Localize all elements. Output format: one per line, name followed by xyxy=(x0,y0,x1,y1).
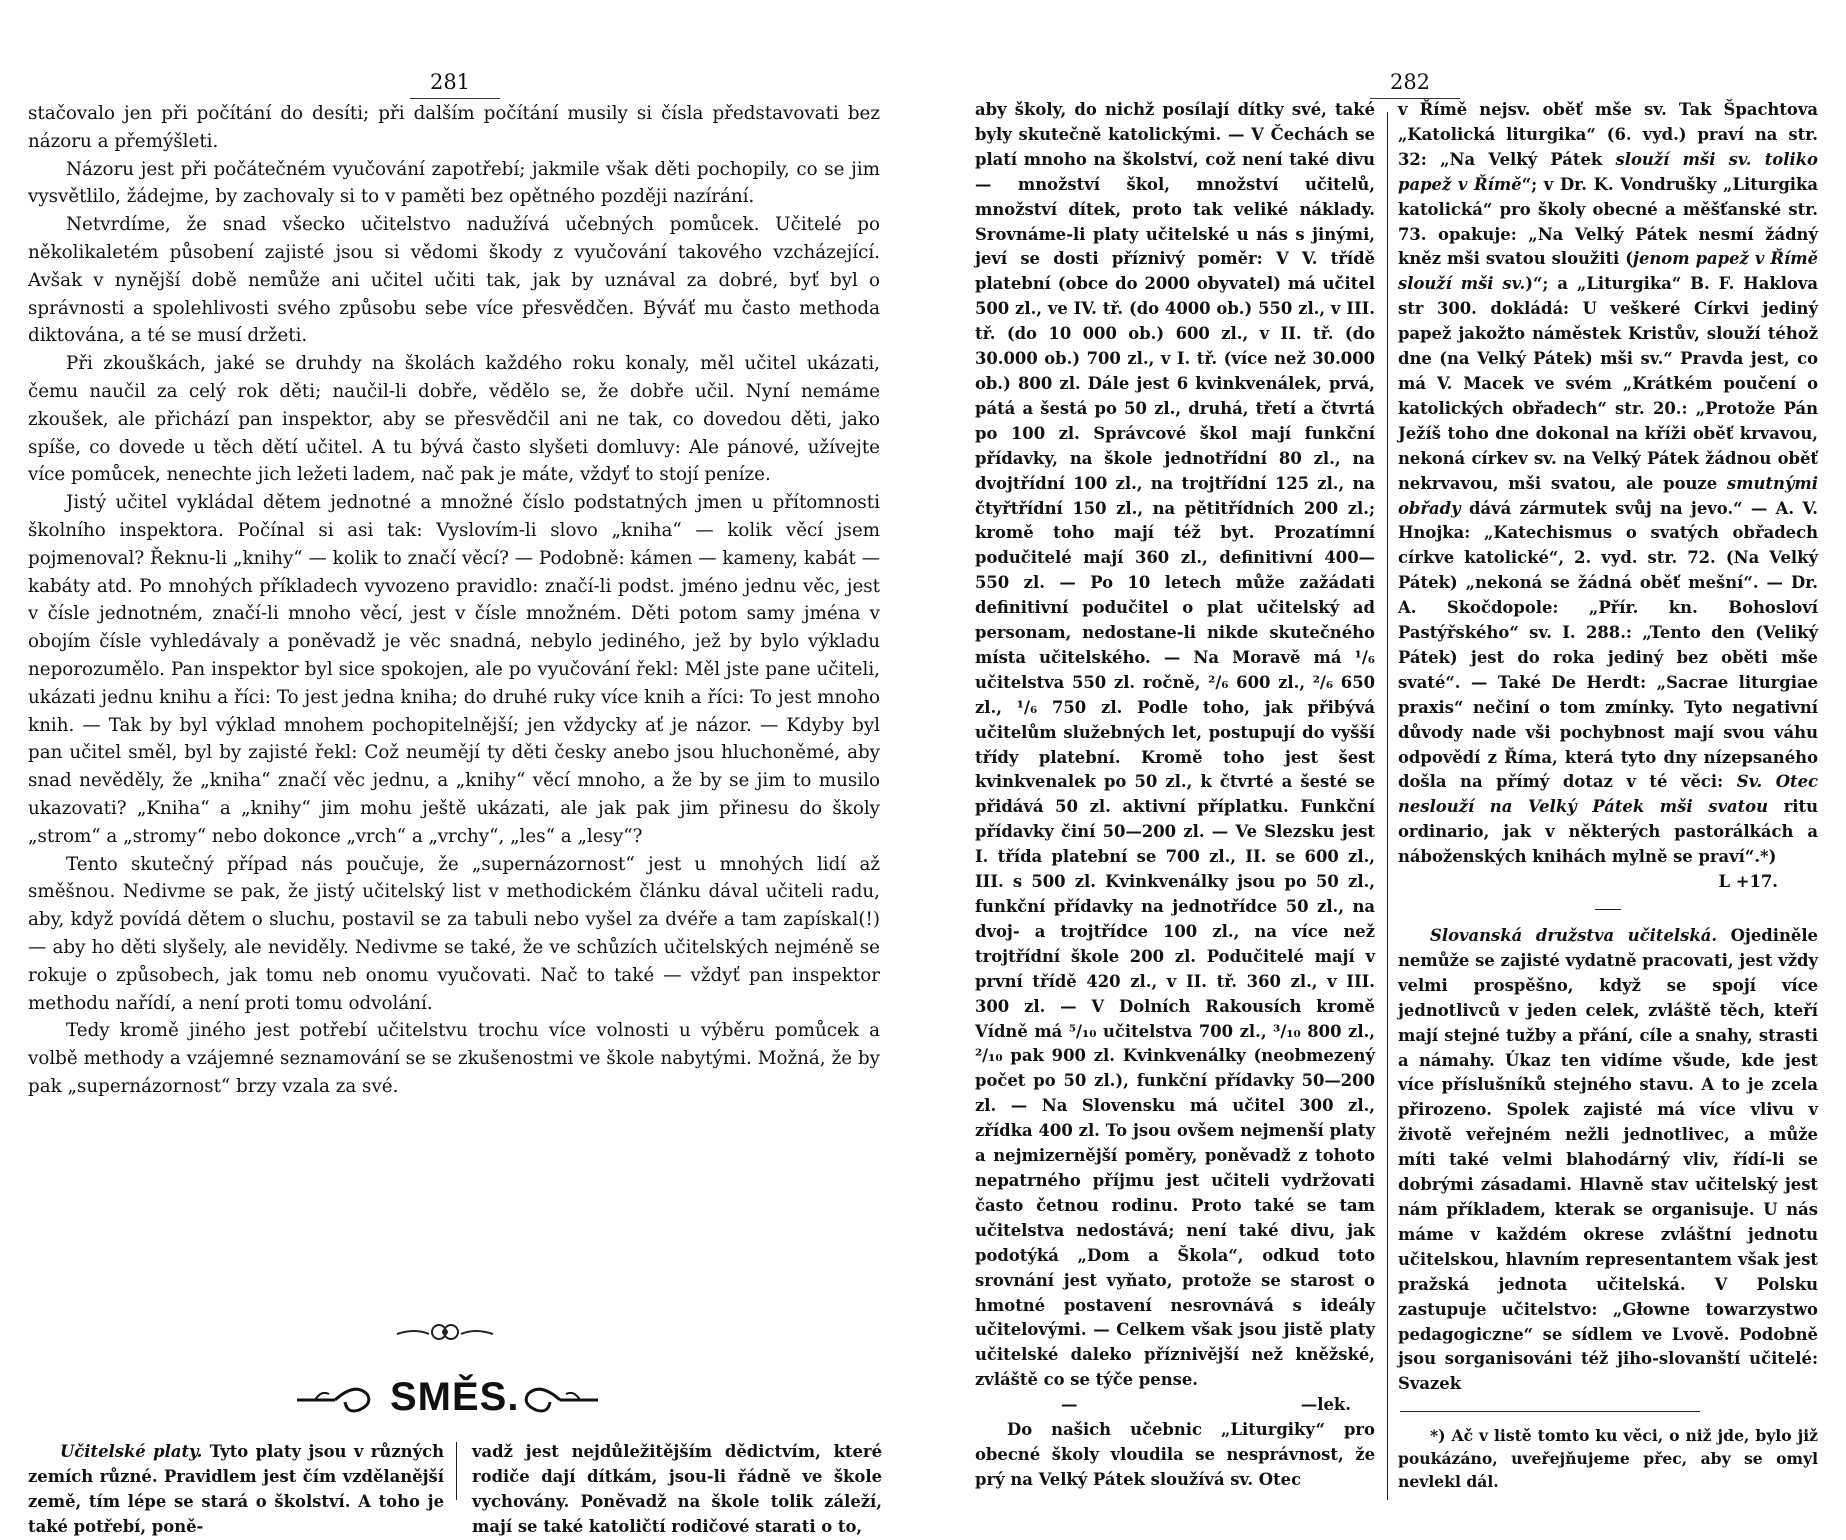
signature-dash: — xyxy=(1061,1395,1078,1415)
text-run: ritu ordinario, jak v některých pastorálkách a náboženských knihách mylně se praví“.*) xyxy=(1398,797,1818,867)
signature: —lek. xyxy=(1300,1395,1351,1415)
article-lead: Slovanská družstva učitelská. xyxy=(1430,926,1718,945)
paragraph: Při zkouškách, jaké se druhdy na školách každého roku konaly, měl učitel ukázati, čemu naučil za celý rok děti; naučil-li dobře, vědělo se, že dobře učil. Nyní nemáme zkoušek, ale přichází pan inspektor, aby se přesvědčil ani ne tak, co dovedou děti, jako spíše, co dovede u těch dětí učitel. A tu bývá často slyšeti domluvy: Ale pánové, užívejte více pomůcek, nenechte jich ležeti ladem, nač pak je máte, vždyť to stojí peníze. xyxy=(28,353,880,486)
article-text: Ojediněle nemůže se zajisté vydatně pracovati, jest vždy velmi prospěšno, když se spojí více jednotlivců v jeden celek, zvláště těch, kteří mají stejné tužby a přání, cíle a snahy, strasti a námahy. Úkaz ten vidíme všude, kde jest více příslušníků stejného stavu. A to je zcela přirozeno. Spolek zajisté má více vlivu v životě veřejném nežli jednotlivec, a může míti také velmi blahodárný vliv, řídí-li se dobrými zásadami. Hlavně stav učitelský jest nám příkladem, kterak se organisuje. U nás máme v každém okrese zvláštní jednotu učitelskou, hlavním representantem však jest pražská jednota učitelská. V Polsku zastupuje učitelstvo: „Głowne towarzystwo pedagogiczne“ se sídlem ve Lvově. Podobně jsou sorganisováni též jiho-slovanští učitelé: Svazek xyxy=(1398,926,1818,1394)
article-text: Tyto platy jsou v různých zemích různé. Pravidlem jest čím vzdělanější země, tím lépe se stará o školství. A toho je také potřebí, poně- xyxy=(28,1442,444,1536)
text-run: dává zármutek svůj na jevo.“ — A. V. Hnojka: „Katechismus o svatých obřadech církve katolické“, 2. vyd. str. 72. (Na Velký Pátek) „nekoná se žádná oběť mešní“. — Dr. A. Skočdopole: „Přír. kn. Bohosloví Pastýřského“ sv. I. 288.: „Tento den (Veliký Pátek) jest do roka jediný bez oběti mše svaté“. — Také De Herdt: „Sacrae liturgiae praxis“ nečiní o tom zmínky. Tyto negativní důvody nade vši pochybnost mají svou váhu odpovědí z Říma, která tyto dny nízepsaného došla na přímý dotaz v té věci: xyxy=(1398,498,1818,792)
text-run: v Římě nejsv. oběť mše sv. Tak Špachtova „Katolická liturgika“ (6. vyd.) praví na str. 32: „Na Velký Pátek xyxy=(1398,100,1818,169)
italic-run: jenom papež v Římě slouží mši sv. xyxy=(1398,249,1818,294)
text-run: “; v Dr. K. Vondrušky „Liturgika katolická“ pro školy obecné a měšťanské str. 73. opakuje: „Na Velký Pátek nesmí žádný kněz mši svatou sloužiti ( xyxy=(1398,174,1818,269)
article-text: vadž jest nejdůležitějším dědictvím, které rodiče dají dítkám, jsou-li řádně ve škole vychovány. Poněvadž na škole tolik záleží, mají se také katoličtí rodičové starati o to, xyxy=(472,1442,882,1536)
right-page-column-b xyxy=(1398,98,1818,1493)
paragraph: Jistý učitel vykládal dětem jednotné a množné číslo podstatných jmen u přítomnosti školního inspektora. Počínal si asi tak: Vyslovím-li slovo „kniha“ — kolik věcí jsem pojmenoval? Řeknu-li „knihy“ — kolik to značí věcí? — Podobně: kámen — kameny, kabát — kabáty atd. Po mnohých příkladech vyvozeno pravidlo: značí-li podst. jméno jednu věc, jest v čísle jednotném, značí-li mnoho věcí, jest v čísle množném. Děti potom samy jména v obojím čísle vyhledávaly a poněvadž je věc snadná, nebylo jediného, jež by bylo výkladu neporozumělo. Pan inspektor byl sice spokojen, ale po vyučování řekl: Měl jste pane učiteli, ukázati jednu knihu a říci: To jest jedna kniha; do druhé ruky více knih a říci: To jest mnoho knih. — Tak by byl výklad mnohem pochopitelnější; jen vždycky ať je názor. — Kdyby byl pan učitel směl, byl by zajisté řekl: Což neumějí ty děti česky anebo jsou hluchoněmé, aby snad nevěděly, že „kniha“ značí věc jednu, a „knihy“ věcí mnoho, a že by se jim to musilo ukazovati? „Kniha“ a „knihy“ jim mohu ještě ukázati, ale jak pak jim přinesu do školy „strom“ a „stromy“ nebo dokonce „vrch“ a „vrchy“, „les“ a „lesy“? xyxy=(28,492,880,847)
text-run: )“; a „Liturgika“ B. F. Haklova str 300. dokládá: U veškeré Církvi jediný papež jakožto náměstek Kristův, slouží téhož dne (na Velký Pátek) mši sv.“ Pravda jest, co má V. Macek ve svém „Krátkém poučení o katolických obřadech“ str. 20.: „Protože Pán Ježíš toho dne dokonal na kříži oběť krvavou, nekoná církev sv. na Velký Pátek žádnou oběť nekrvavou, mši svatou, ale pouze xyxy=(1398,274,1818,493)
italic-run: slouží mši sv. toliko papež v Římě xyxy=(1398,149,1818,194)
left-page-text xyxy=(28,100,880,1101)
footnote: *) Ač v listě tomto ku věci, o niž jde, bylo již poukázáno, uveřejňujeme přec, aby se omyl nevlekl dál. xyxy=(1398,1426,1818,1492)
flourish-right-icon xyxy=(520,1380,600,1420)
paragraph: Názoru jest při počátečném vyučování zapotřebí; jakmile však děti pochopily, co se jim vysvětlilo, žádejme, by zachovaly si to v paměti bez opětného později nazírání. xyxy=(28,158,880,208)
paragraph xyxy=(1398,924,1818,1397)
italic-run: smutnými obřady xyxy=(1398,473,1818,518)
paragraph: aby školy, do nichž posílají dítky své, také byly skutečně katolickými. — V Čechách se platí mnoho na školství, což není také divu — množství škol, množství učitelů, množství dítek, proto tak veliké náklady. Srovnáme-li platy učitelské u nás s jinými, jeví se dosti příznivý poměr: V V. třídě platební (obce do 2000 obyvatel) má učitel 500 zl., ve IV. tř. (do 4000 ob.) 550 zl., v III. tř. (do 10 000 ob.) 600 zl., v II. tř. (do 30.000 ob.) 700 zl., v I. tř. (více než 30.000 ob.) 800 zl. Dále jest 6 kvinkvenálek, prvá, pátá a šestá po 50 zl., druhá, třetí a čtvrtá po 100 zl. Správcové škol mají funkční přídavky, na škole jednotřídní 80 zl., na dvojtřídní 100 zl., na trojtřídní 125 zl., na čtyřtřídní 150 zl., na pětitřídních 200 zl.; kromě toho mají též byt. Prozatímní podučitelé mají 360 zl., definitivní 400—550 zl. — Po 10 letech může zažádati definitivní podučitel o plat učitelský ad personam, nedostane-li nikde skutečného místa učitelského. — Na Moravě má ¹/₆ učitelstva 550 zl. ročně, ²/₆ 600 zl., ²/₆ 650 zl., ¹/₆ 750 zl. Podle toho, jak přibývá učitelům služebných let, postupují do vyšší třídy platební. Kromě toho jest šest kvinkvenalek po 50 zl., k čtvrté a šesté se přidává 50 zl. aktivní příplatku. Funkční přídavky činí 50—200 zl. — Ve Slezsku jest I. třída platební se 700 zl., II. se 600 zl., III. s 500 zl. Kvinkvenálky jsou po 50 zl., funkční přídavky na jednotřídce 50 zl., na dvoj- a trojtřídce 100 zl., na více než trojtřídní škole 200 zl. Podučitelé mají v první třídě 420 zl., v II. tř. 360 zl., v III. 300 zl. — V Dolních Rakousích kromě Vídně má ⁵/₁₀ učitelstva 700 zl., ³/₁₀ 800 zl., ²/₁₀ pak 900 zl. Kvinkvenálky (neobmezený počet po 50 zl.), funkční přídavky 50—200 zl. — Na Slovensku má učitel 300 zl., zřídka 400 zl. To jsou ovšem nejmenší platy a nejmizernější poměry, poněvadž z tohoto nepatrného příjmu jest učiteli vydržovati často četnou rodinu. Proto také se tam učitelstva nedostává; není také divu, jak podotýká „Dom a Škola“, odkud toto srovnání jest vyňato, protože se starost o hmotné postavení nesrovnává s ideály učitelovými. — Celkem však jsou jistě platy učitelské daleko příznivější než kněžské, zvláště co se týče pense. xyxy=(975,100,1375,1390)
page-number-right: 282 xyxy=(1370,70,1450,99)
mix-column-right xyxy=(472,1440,882,1540)
ornament-divider xyxy=(395,1312,495,1352)
signature: L +17. xyxy=(1718,872,1778,892)
paragraph: Do našich učebnic „Liturgiky“ pro obecné školy vloudila se nesprávnost, že prý na Velký Pátek sloužívá sv. Otec xyxy=(975,1420,1375,1489)
italic-run: Sv. Otec neslouží na Velký Pátek mši svatou xyxy=(1398,772,1818,817)
paragraph: Tento skutečný případ nás poučuje, že „supernázornost“ jest u mnohých lidí až směšnou. Nedivme se pak, že jistý učitelský list v methodickém článku dával učiteli radu, aby, když povídá dětem o sluchu, postavil se za tabuli nebo vyšel za dvéře a tam zapískal(!) — aby ho děti slyšely, ale neviděly. Nedivme se také, že ve schůzích učitelských nejméně se rokuje o způsobech, jak tomu neb onomu vyučovati. Nač to také — vždyť pan inspektor methodu nařídí, a není proti tomu odvolání. xyxy=(28,853,880,1014)
paragraph: Netvrdíme, že snad všecko učitelstvo nadužívá učebných pomůcek. Učitelé po několikaletém působení zajisté jsou si vědomi škody z vyučování takového vzcházející. Avšak v nynější době nemůže ani učitel učiti tak, jak by uznával za dobré, byť byl o správnosti a spolehlivosti svého způsobu sebe více přesvědčen. Býváť mu často methoda diktována, a té se musí držeti. xyxy=(28,214,880,347)
signature-row xyxy=(975,1393,1375,1418)
flourish-left-icon xyxy=(295,1380,375,1420)
footnote-rule xyxy=(1400,1411,1700,1412)
section-heading xyxy=(295,1375,595,1430)
column-rule xyxy=(456,1442,457,1500)
article-lead: Učitelské platy. xyxy=(60,1442,203,1461)
right-page-column-a xyxy=(975,98,1375,1493)
section-title: SMĚS. xyxy=(390,1375,520,1419)
column-rule xyxy=(1387,112,1388,1500)
paragraph xyxy=(1398,98,1818,870)
paragraph: stačovalo jen při počítání do desíti; při dalším počítání musily si čísla představovati bez názoru a přemýšleti. xyxy=(28,103,880,152)
paragraph: Tedy kromě jiného jest potřebí učitelstvu trochu více volnosti u výběru pomůcek a volbě methody a vzájemné seznamování se se zkušenostmi ve škole nabytými. Možná, že by pak „supernázornost“ brzy vzala za své. xyxy=(28,1020,880,1097)
separator xyxy=(1595,909,1621,910)
page-number-left: 281 xyxy=(410,70,490,99)
mix-column-left xyxy=(28,1440,444,1540)
